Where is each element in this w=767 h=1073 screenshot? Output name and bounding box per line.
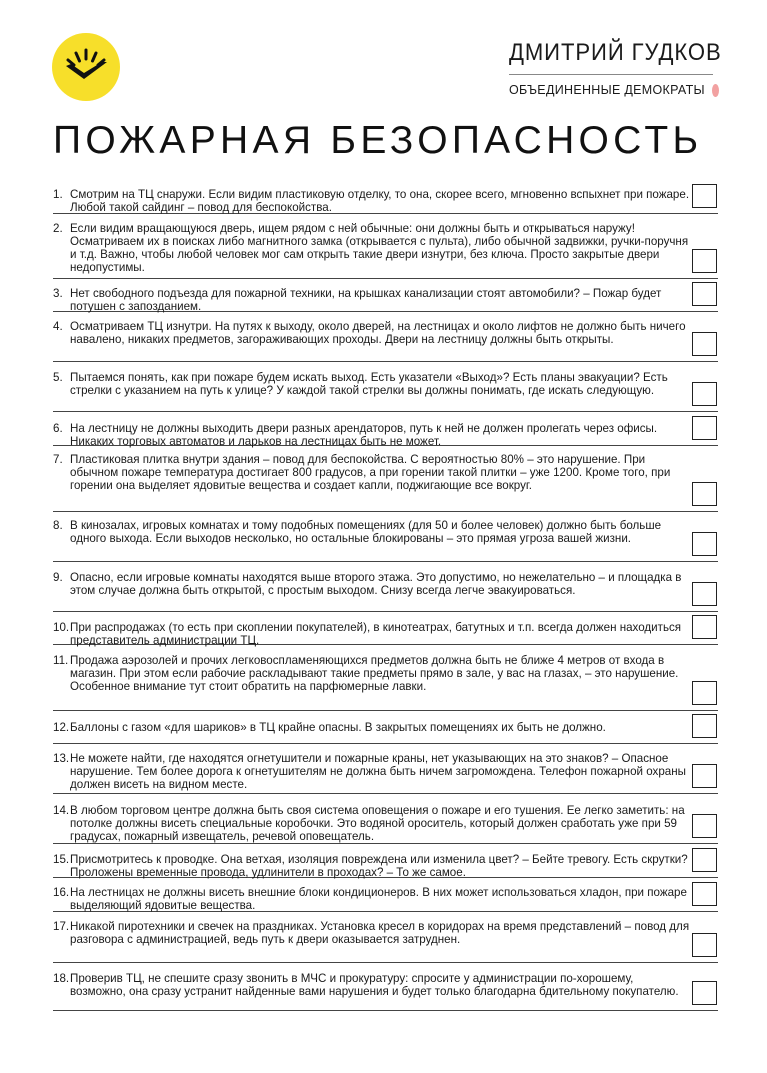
item-checkbox[interactable] bbox=[692, 382, 717, 406]
item-number: 14. bbox=[53, 804, 70, 817]
item-checkbox[interactable] bbox=[692, 848, 717, 872]
checklist-item bbox=[53, 794, 718, 844]
checklist-item bbox=[53, 645, 718, 711]
item-checkbox[interactable] bbox=[692, 764, 717, 788]
item-number: 15. bbox=[53, 853, 70, 866]
item-number: 5. bbox=[53, 371, 63, 384]
item-text: Пластиковая плитка внутри здания – повод для беспокойства. С вероятностью 80% – это нарушение. При обычном пожаре температура достигает 800 градусов, а при горении такой плитки – уже 1200. Кроме того, при горении она выделяет ядовитые вещества и создает капли, поджигающие все вокруг. bbox=[70, 453, 671, 492]
item-checkbox[interactable] bbox=[692, 714, 717, 738]
item-number: 4. bbox=[53, 320, 63, 333]
item-number: 8. bbox=[53, 519, 63, 532]
checklist-item bbox=[53, 214, 718, 279]
brand-block bbox=[509, 39, 722, 97]
item-checkbox[interactable] bbox=[692, 332, 717, 356]
checklist-item bbox=[53, 844, 718, 878]
item-checkbox[interactable] bbox=[692, 482, 717, 506]
checklist-item bbox=[53, 612, 718, 645]
item-text: Проверив ТЦ, не спешите сразу звонить в МЧС и прокуратуру: спросите у администрации по-хорошему, возможно, она сразу устранит найденные вами нарушения и будет только благодарна бдительному покупателю. bbox=[70, 972, 679, 998]
item-checkbox[interactable] bbox=[692, 615, 717, 639]
pink-dot-icon bbox=[712, 84, 719, 97]
item-text: Баллоны с газом «для шариков» в ТЦ крайне опасны. В закрытых помещениях их быть не должно. bbox=[70, 721, 606, 734]
item-checkbox[interactable] bbox=[692, 416, 717, 440]
item-checkbox[interactable] bbox=[692, 249, 717, 273]
item-number: 1. bbox=[53, 188, 63, 201]
item-text: На лестницу не должны выходить двери разных арендаторов, путь к ней не должен пролегать через офисы. Никаких торговых автоматов и ларьков на лестницах быть не может. bbox=[70, 422, 658, 448]
brand-divider bbox=[509, 74, 713, 75]
item-text: На лестницах не должны висеть внешние блоки кондиционеров. В них может использоваться хладон, при пожаре выделяющий ядовитые вещества. bbox=[70, 886, 687, 912]
page-title: ПОЖАРНАЯ БЕЗОПАСНОСТЬ bbox=[53, 119, 703, 162]
checklist-item bbox=[53, 878, 718, 912]
checklist-item bbox=[53, 963, 718, 1011]
item-number: 9. bbox=[53, 571, 63, 584]
checklist-item bbox=[53, 562, 718, 612]
checklist-item bbox=[53, 711, 718, 744]
item-text: Если видим вращающуюся дверь, ищем рядом с ней обычные: они должны быть и открываться наружу! Осматриваем их в поисках либо магнитного замка (открывается с пульта), либо обычной задвижки, ручки-поручня и т.д. Важно, чтобы любой человек мог сам открыть такие двери изнутри, без ключа. Просто закрытые двери недопустимы. bbox=[70, 222, 689, 274]
item-number: 12. bbox=[53, 721, 70, 734]
item-number: 7. bbox=[53, 453, 63, 466]
item-text: Присмотритесь к проводке. Она ветхая, изоляция повреждена или изменила цвет? – Бейте тревогу. Есть скрутки? Проложены временные провода, удлинители в проходах? – То же самое. bbox=[70, 853, 688, 879]
item-checkbox[interactable] bbox=[692, 532, 717, 556]
item-number: 2. bbox=[53, 222, 63, 235]
checklist-item bbox=[53, 279, 718, 312]
item-number: 3. bbox=[53, 287, 63, 300]
item-text: В любом торговом центре должна быть своя система оповещения о пожаре и его тушения. Ее легко заметить: на потолке должны висеть специальные коробочки. Это водяной ороситель, который должен сработать уже при 59 градусах, пожарный извещатель, речевой оповещатель. bbox=[70, 804, 685, 843]
checkmark-sun-icon bbox=[52, 33, 120, 101]
checklist-item bbox=[53, 312, 718, 362]
item-text: При распродажах (то есть при скоплении покупателей), в кинотеатрах, батутных и т.п. всегда должен находиться представитель администрации ТЦ. bbox=[70, 621, 682, 647]
brand-subtitle: ОБЪЕДИНЕННЫЕ ДЕМОКРАТЫ bbox=[509, 83, 705, 97]
brand-name: ДМИТРИЙ ГУДКОВ bbox=[509, 39, 722, 66]
item-number: 16. bbox=[53, 886, 70, 899]
item-checkbox[interactable] bbox=[692, 681, 717, 705]
item-text: Не можете найти, где находятся огнетушители и пожарные краны, нет указывающих на это знаков? – Опасное нарушение. Тем более дорога к огнетушителям не должна быть ничем загромождена. Телефон пожарной охраны должен висеть на видном месте. bbox=[70, 752, 686, 791]
checklist-item bbox=[53, 446, 718, 512]
checklist bbox=[53, 180, 718, 1011]
item-number: 6. bbox=[53, 422, 63, 435]
item-text: Нет свободного подъезда для пожарной техники, на крышках канализации стоят автомобили? – Пожар будет потушен с запозданием. bbox=[70, 287, 662, 313]
brand-subtitle-row bbox=[509, 83, 719, 97]
checklist-item bbox=[53, 412, 718, 446]
item-number: 11. bbox=[53, 654, 69, 667]
item-number: 18. bbox=[53, 972, 70, 985]
item-text: Пытаемся понять, как при пожаре будем искать выход. Есть указатели «Выход»? Есть планы эвакуации? Есть стрелки с указанием на путь к улице? У каждой такой стрелки вы должны понимать, где искать следующую. bbox=[70, 371, 668, 397]
checklist-item bbox=[53, 744, 718, 794]
item-text: Смотрим на ТЦ снаружи. Если видим пластиковую отделку, то она, скорее всего, мгновенно вспыхнет при пожаре. Любой такой сайдинг – повод для беспокойства. bbox=[70, 188, 690, 214]
item-text: Никакой пиротехники и свечек на праздниках. Установка кресел в коридорах на время представлений – повод для разговора с администрацией, ведь путь к двери оказывается затруднен. bbox=[70, 920, 690, 946]
item-checkbox[interactable] bbox=[692, 582, 717, 606]
item-text: Опасно, если игровые комнаты находятся выше второго этажа. Это допустимо, но нежелательно – и площадка в этом случае должна быть открытой, с простым выходом. Снизу всегда легче эвакуироваться. bbox=[70, 571, 682, 597]
checklist-item bbox=[53, 512, 718, 562]
item-number: 13. bbox=[53, 752, 70, 765]
item-checkbox[interactable] bbox=[692, 981, 717, 1005]
item-number: 10. bbox=[53, 621, 70, 634]
item-text: Продажа аэрозолей и прочих легковоспламеняющихся предметов должна быть не ближе 4 метров от входа в магазин. При этом если рабочие раскладывают такие предметы прямо в зале, у вас на глазах, – это нарушение. Особенное внимание тут стоит обратить на парфюмерные лавки. bbox=[70, 654, 679, 693]
checklist-item bbox=[53, 912, 718, 963]
checklist-item bbox=[53, 180, 718, 214]
item-checkbox[interactable] bbox=[692, 184, 717, 208]
item-checkbox[interactable] bbox=[692, 882, 717, 906]
item-checkbox[interactable] bbox=[692, 282, 717, 306]
item-text: В кинозалах, игровых комнатах и тому подобных помещениях (для 50 и более человек) должно быть больше одного выхода. Если выходов несколько, но остальные блокированы – это прямая угроза вашей жизни. bbox=[70, 519, 662, 545]
item-number: 17. bbox=[53, 920, 70, 933]
item-checkbox[interactable] bbox=[692, 933, 717, 957]
checklist-item bbox=[53, 362, 718, 412]
logo bbox=[52, 33, 120, 101]
item-text: Осматриваем ТЦ изнутри. На путях к выходу, около дверей, на лестницах и около лифтов не должно быть ничего навалено, никаких предметов, загораживающих проходы. Двери на лестницу должны быть открыты. bbox=[70, 320, 686, 346]
item-checkbox[interactable] bbox=[692, 814, 717, 838]
